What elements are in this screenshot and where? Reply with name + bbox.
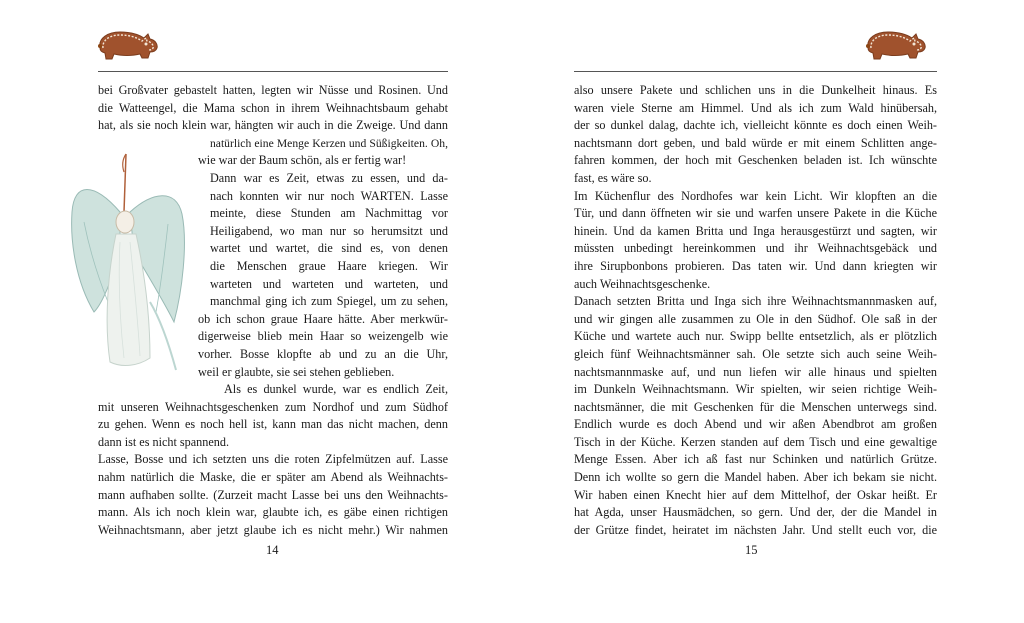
text-line: ihre Sirupbonbons probieren. Das taten wir. Und dann kriegten wir [574,258,937,273]
text-line: Denn ich wollte so gern die Mandel haben. Aber ich bekam sie nicht. [574,470,937,485]
text-line: weil er glaubte, sie sei stehen geblieben. [198,364,395,379]
text-line: vorher. Bosse klopfte ab und zu an die Uhr, [198,346,448,361]
text-line: mann. Als ich noch klein war, glaubte ich, es gäbe einen richtigen [98,505,448,520]
text-line: die Menschen graue Haare kriegen. Wir [210,258,448,273]
text-line: warteten und warteten und warteten, und [210,276,448,291]
text-line: meinte, diese Stunden am Nachmittag vor [210,206,448,221]
text-line: im Dunkeln Weihnachtsmann. Wir spielten, wir seien richtige Weih- [574,382,937,397]
header-rule [98,71,448,72]
text-line: auch Weihnachtsgeschenke. [574,276,711,291]
text-line: digerweise blieb mein Haar so weizengelb wie [198,329,448,344]
text-line: Tisch in der Küche. Kerzen standen auf dem Tisch und eine gewaltige [574,434,937,449]
text-line: Weihnachtsmann, aber jetzt glaube ich es nicht mehr.) Wir nahmen [98,522,448,537]
text-line: bei Großvater gebastelt hatten, legten wir Nüsse und Rosinen. Und [98,83,448,97]
text-line: gleich fünf Weihnachtsmänner sah. Ole setzte sich auch seine Weih- [574,346,937,361]
text-line: fahren kommen, der hoch mit Geschenken beladen ist. Ich wünschte [574,153,937,168]
text-line: nachtsmann dort geben, und bald würde er mit einem Schlitten ange- [574,135,937,150]
text-line: waren viele Sterne am Himmel. Und als ich zum Wald hinübersah, [574,100,937,115]
text-line: und wir gingen alle zusammen zu Ole in den Südhof. Ole saß in der [574,311,937,326]
text-line: nachtsmänner, die mit Geschenken für die Menschen unterwegs sind. [574,399,937,414]
text-line: nachtsmannmaske auf, und nun liefen wir alle hinaus und spielten [574,364,937,379]
page-number: 14 [266,543,279,557]
text-line: der so dunkel dalag, dachte ich, vielleicht könnte es doch einen Weih- [574,118,937,133]
text-line: nahm natürlich die Maske, die er später am Abend als Weihnachts- [98,470,448,485]
left-body-text [98,82,448,539]
text-line: dann ist es nicht spannend. [98,434,229,449]
text-line: also unsere Pakete und schlichen uns in die Dunkelheit hinaus. Es [574,83,937,97]
text-line: Endlich wurde es doch Abend und wir aßen Abendbrot am großen [574,417,937,432]
text-line: natürlich eine Menge Kerzen und Süßigkeiten. Oh, [210,136,448,150]
text-line: Dann war es Zeit, etwas zu essen, und da- [210,170,448,185]
text-line: Lasse, Bosse und ich setzten uns die roten Zipfelmützen auf. Lasse [98,452,448,467]
text-line: Küche und wartete auch nur. Swipp bellte entsetzlich, als er plötzlich [574,329,937,344]
text-line: Wir haben einen Knecht hier auf dem Mittelhof, der Oskar heißt. Er [574,487,937,502]
text-line: hat Agda, unser Hausmädchen, so gern. Und der, der die Mandel in [574,505,937,520]
header-rule [574,71,937,72]
text-line: Als es dunkel wurde, war es endlich Zeit, [224,382,448,397]
gingerbread-pig-icon [92,24,160,66]
text-line: mann aufhaben sollte. (Zurzeit macht Lasse bei uns den Weihnachts- [98,487,448,502]
text-line: fast, es wäre so. [574,170,652,185]
text-line: ob ich schon graue Haare hätte. Aber merkwür- [198,311,448,326]
text-line: manchmal ging ich zum Spiegel, um zu sehen, [210,294,448,309]
text-line: nach konnten wir nur noch WARTEN. Lasse [210,188,448,203]
text-line: Im Küchenflur des Nordhofes war kein Licht. Wir klopften an die [574,188,937,203]
text-line: die Watteengel, die Mama schon in ihrem Weihnachtsbaum gehabt [98,100,448,115]
right-page [512,0,1024,623]
gingerbread-pig-icon [860,24,928,66]
text-line: zu gehen. Wenn es noch hell ist, kann man das nicht machen, denn [98,417,448,432]
text-line: Danach setzten Britta und Inga sich ihre Weihnachtsmannmasken auf, [574,294,937,309]
text-line: der Grütze findet, heiratet im nächsten Jahr. Und stellt euch vor, die [574,522,937,537]
text-line: Heiligabend, wo man nur so herumsitzt und [210,223,448,238]
page-number: 15 [745,543,758,557]
text-line: mit unseren Weihnachtsgeschenken zum Nordhof und zum Südhof [98,399,448,414]
text-line: Menge Essen. Aber ich aß fast nur Schinken und natürlich Grütze. [574,452,937,467]
text-line: wie war der Baum schön, als er fertig war! [198,153,407,168]
text-line: wartet und wartet, die sind es, von denen [210,241,448,256]
text-line: hinein. Und da kamen Britta und Inga herausgestürzt und sagten, wir [574,223,937,238]
right-body-text [574,82,937,539]
text-line: Tür, und dann öffneten wir sie und warfen unsere Pakete in die Küche [574,206,937,221]
text-line: müssten unbedingt hereinkommen und ihr Weihnachtsgebäck und [574,241,937,256]
text-line: hat, als sie noch klein war, hängten wir auch in die Zweige. Und dann [98,118,448,133]
